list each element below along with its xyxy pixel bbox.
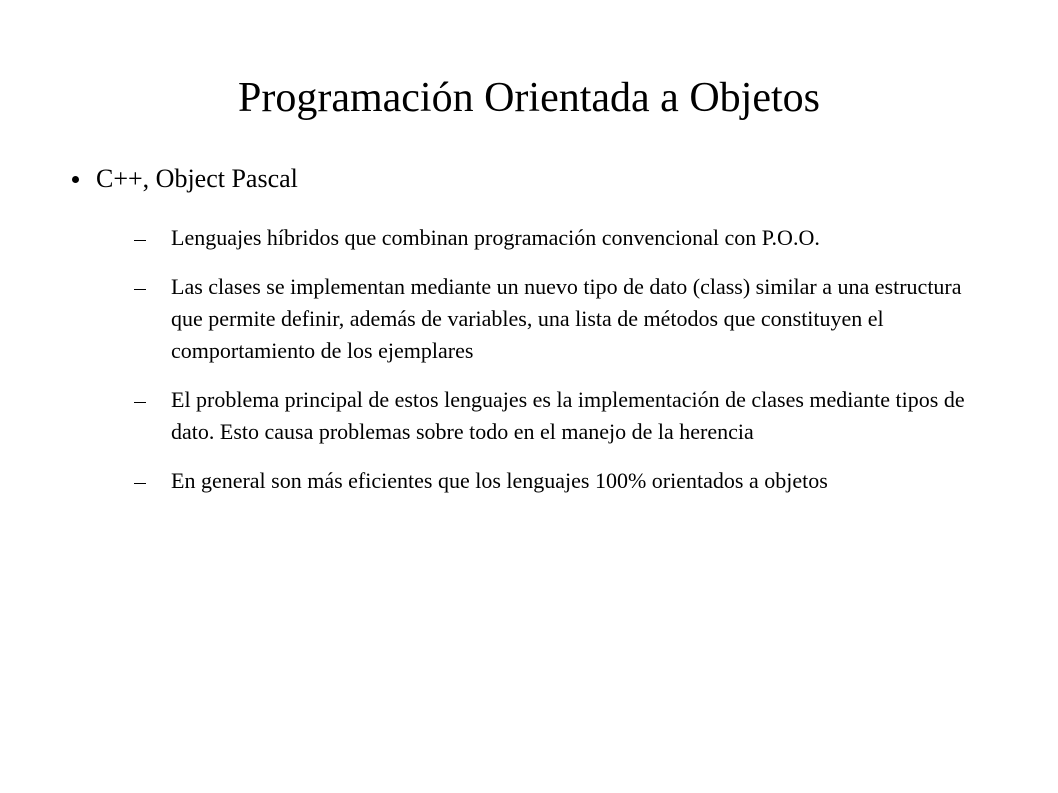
sub-bullet-text: Lenguajes híbridos que combinan programación convencional con P.O.O.	[171, 225, 820, 250]
bullet-dot-icon	[72, 176, 79, 183]
sub-bullet-text: El problema principal de estos lenguajes es la implementación de clases mediante tipos de dato. Esto causa problemas sobre todo en el manejo de la herencia	[171, 387, 965, 444]
bullet-item	[72, 160, 972, 200]
bullet-text: C++, Object Pascal	[96, 164, 298, 193]
dash-icon	[134, 240, 146, 241]
slide-title: Programación Orientada a Objetos	[238, 75, 820, 121]
sub-bullet-item	[134, 465, 994, 497]
sub-bullet-text: En general son más eficientes que los lenguajes 100% orientados a objetos	[171, 468, 828, 493]
sub-bullet-item	[134, 384, 994, 448]
dash-icon	[134, 483, 146, 484]
dash-icon	[134, 289, 146, 290]
sub-bullet-text: Las clases se implementan mediante un nuevo tipo de dato (class) similar a una estructura que permite definir, además de variables, una lista de métodos que constituyen el comportamiento de los ejemplares	[171, 274, 962, 363]
sub-bullet-item	[134, 271, 994, 367]
dash-icon	[134, 402, 146, 403]
sub-bullet-item	[134, 222, 994, 254]
sub-bullet-list	[134, 222, 994, 514]
